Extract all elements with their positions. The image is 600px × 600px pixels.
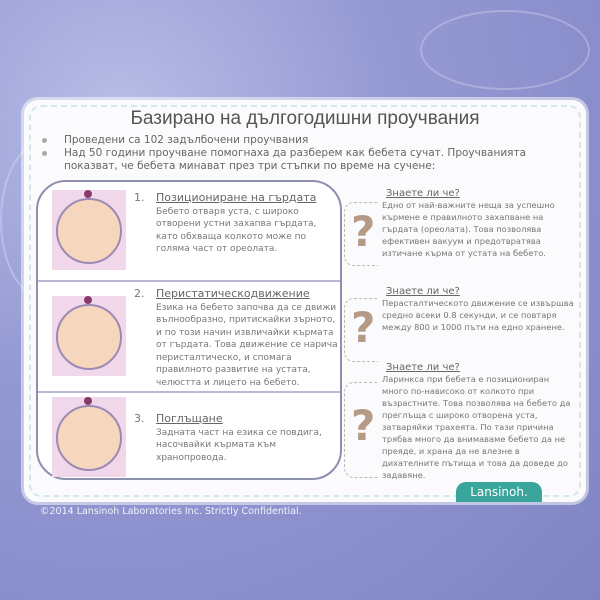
- step-heading: Перистатическодвижение: [156, 287, 310, 300]
- slide-card: [24, 100, 586, 502]
- fact-box: [344, 362, 574, 481]
- step-illustration: [52, 397, 126, 477]
- fact-box: [344, 286, 574, 352]
- bullet-item: Над 50 години проучване помогнаха да разберем как бебета сучат. Проучванията показват, че бебета минават през три стъпки по време на сучене:: [38, 147, 568, 173]
- fact-body: Едно от най-важните неща за успешно кърмене е правилното захапване на гърдата (ореолата). Това позволява ефективен вакуум и предотвратява изтичане кърма от устата на бебето.: [382, 200, 555, 258]
- step-illustration: [52, 190, 126, 270]
- fact-body: Ларинкса при бебета е позициониран много по-нависоко от колкото при възрастните. Това позволява на бебето да преглъща с широко отворена уста, затваряйки трахеята. По тази причина трябва много да внимаваме бебето да не преяде, и храна да не влезне в дихателните пътища и това да доведе до задавяне.: [382, 374, 571, 480]
- copyright-footer: ©2014 Lansinoh Laboratories Inc. Strictly Confidential.: [40, 506, 302, 517]
- bullet-list: [38, 134, 568, 173]
- step-number: 2.: [134, 287, 145, 300]
- steps-panel: [36, 180, 342, 480]
- fact-heading: Знаете ли че?: [386, 286, 460, 297]
- fact-box: [344, 188, 574, 259]
- question-mark-icon: ?: [344, 202, 378, 266]
- fact-body: Перастaлтическото движение се извършва средно всеки 0.8 секунди, и се повтаря между 800 и 1000 пъти на едно хранене.: [382, 298, 574, 332]
- step-row: [38, 182, 340, 282]
- step-illustration: [52, 296, 126, 376]
- step-body: Задната част на езика се повдига, насочвайки кърмата към хранопровода.: [156, 427, 322, 463]
- fact-heading: Знаете ли че?: [386, 188, 460, 199]
- step-row: [38, 282, 340, 393]
- step-number: 1.: [134, 191, 145, 204]
- step-body: Езика на бебето започва да се движи вълнообразно, притискайки зърното, и по този начин извличайки кърмата от гърдата. Това движение се нарича перисталтическо, и спомага правилното развитие на устата, челюстта и лицето на бебето.: [156, 302, 338, 388]
- step-row: [38, 393, 340, 478]
- fact-heading: Знаете ли че?: [386, 362, 460, 373]
- step-heading: Поглъщане: [156, 412, 223, 425]
- step-body: Бебето отваря уста, с широко отворени устни захапва гърдата, като обхваща колкото може по голяма част от ореолата.: [156, 206, 317, 254]
- question-mark-icon: ?: [344, 298, 378, 362]
- lansinoh-logo: Lansinoh.: [456, 482, 542, 502]
- question-mark-icon: ?: [344, 382, 378, 478]
- step-number: 3.: [134, 412, 145, 425]
- slide-title: Базирано на дългогодишни проучвания: [130, 108, 480, 129]
- step-heading: Позициониране на гърдата: [156, 191, 317, 204]
- bullet-item: Проведени са 102 задълбочени проучвания: [38, 134, 568, 147]
- background-swirl: [420, 10, 590, 90]
